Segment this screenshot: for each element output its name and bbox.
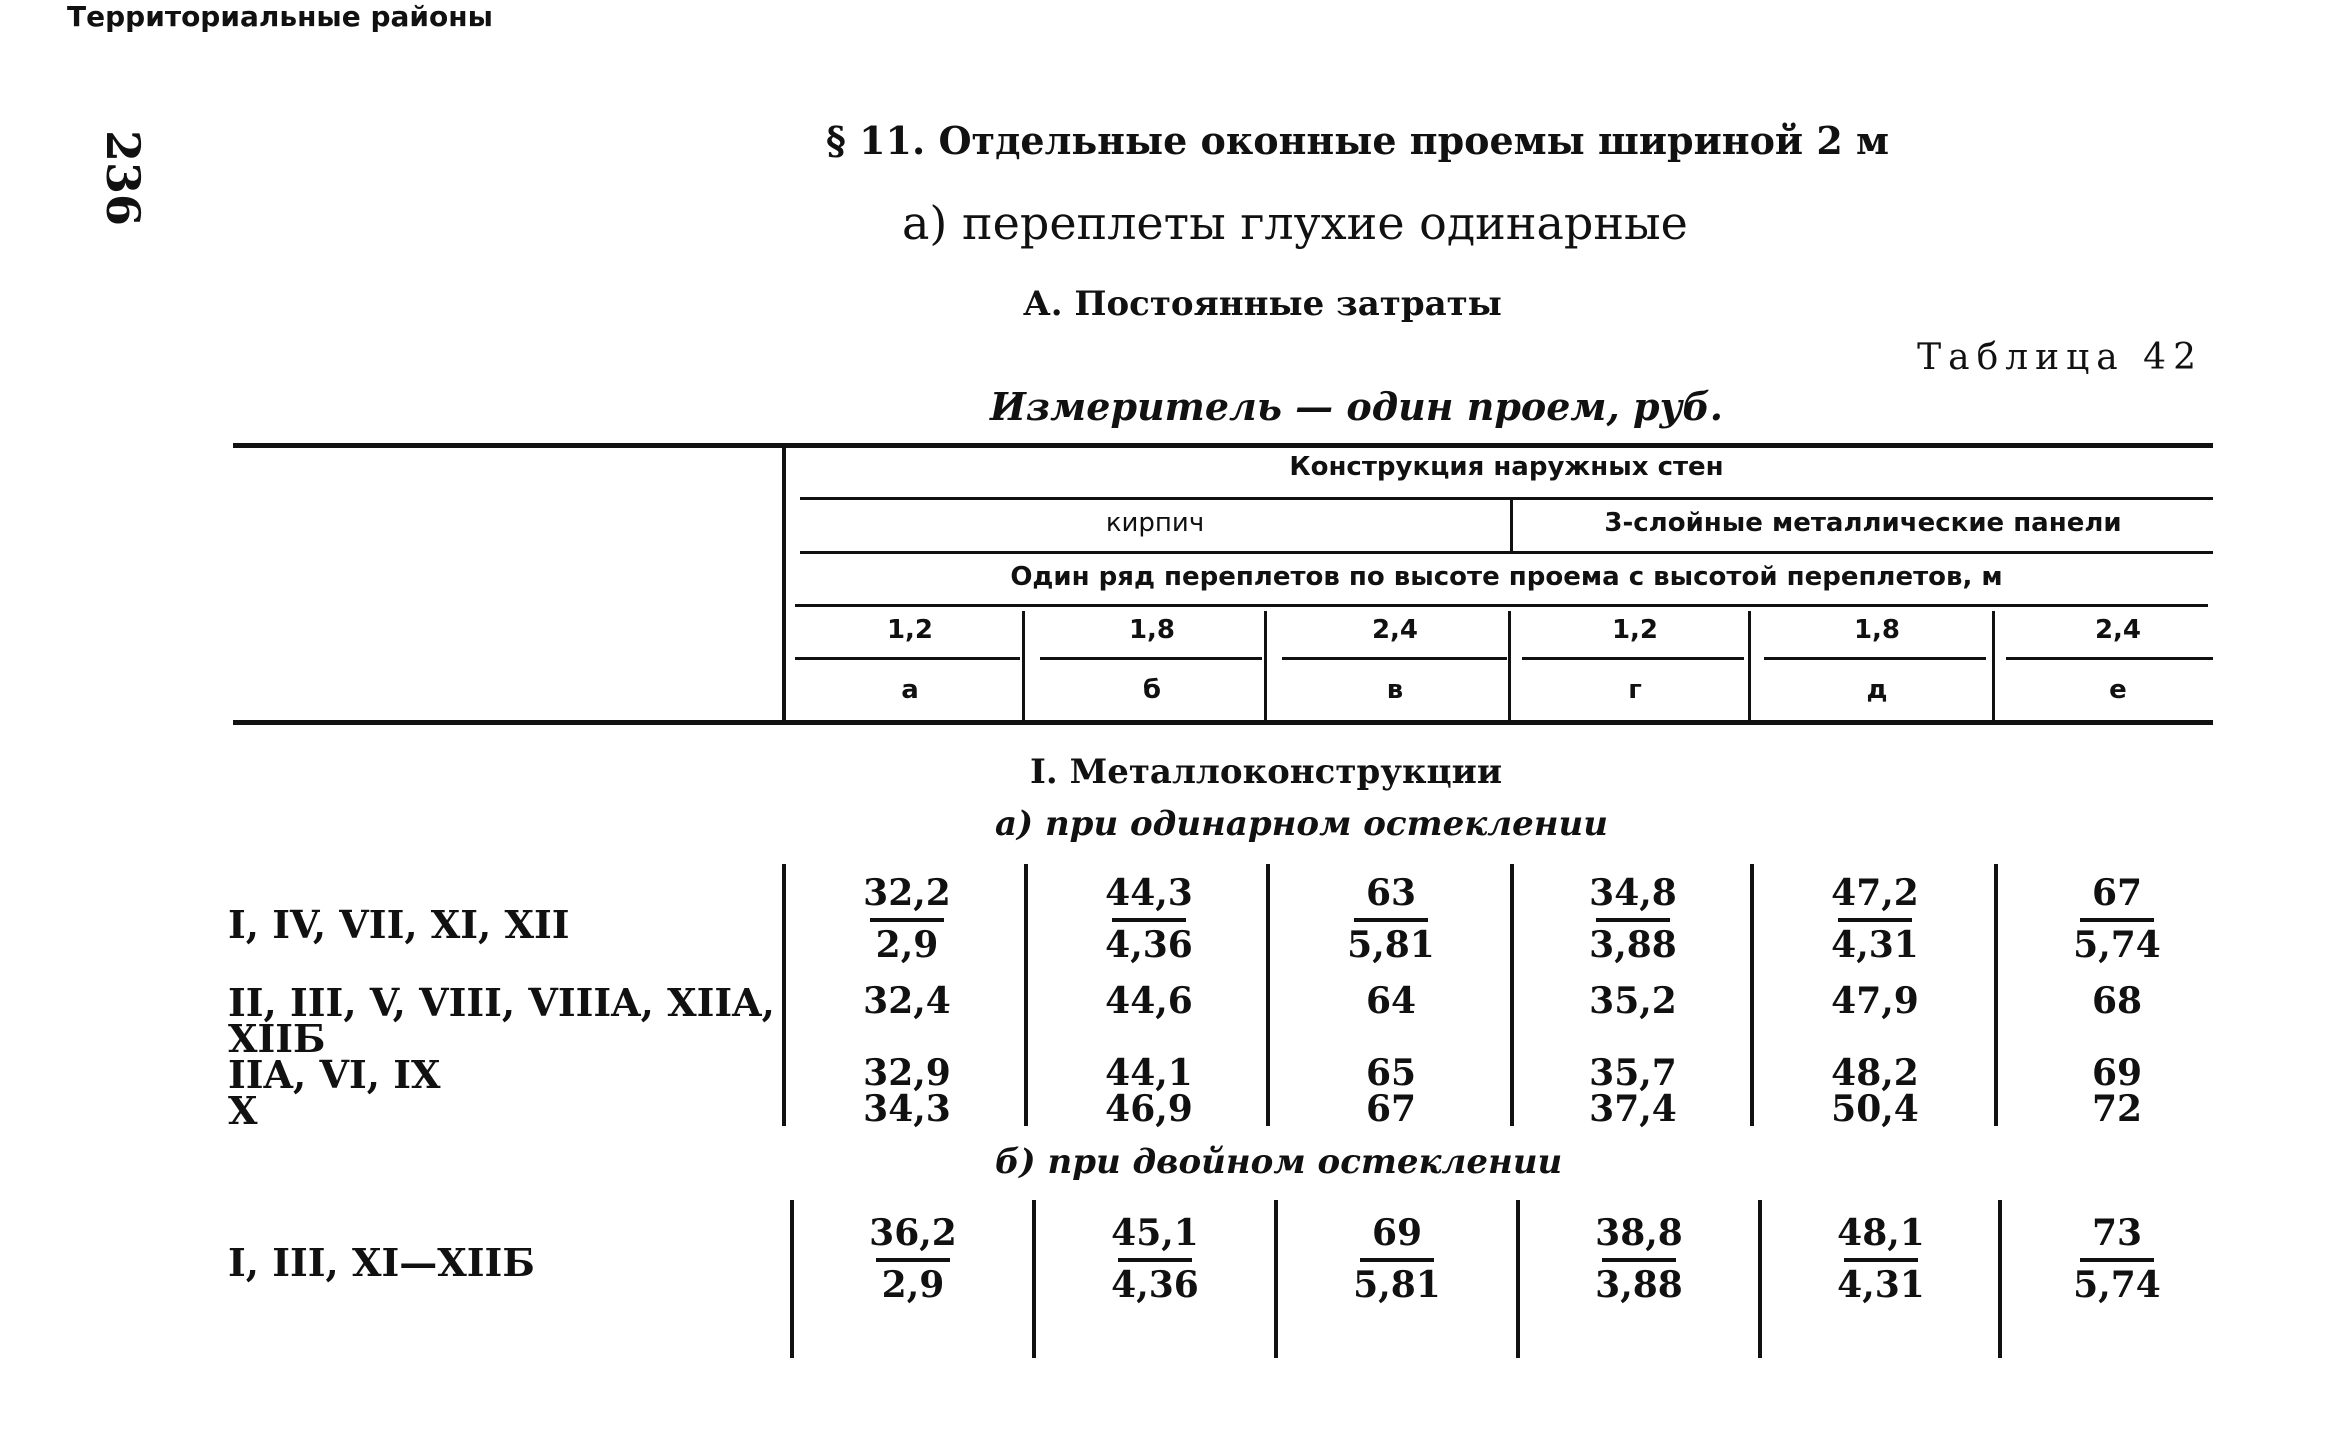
rule-under-construction xyxy=(800,497,2213,500)
unit-line: Измеритель — один проем, руб. xyxy=(990,384,1723,429)
value-cell: 35,2 xyxy=(1589,980,1677,1022)
region-label: XIIБ xyxy=(228,1016,326,1061)
column-letter: б xyxy=(1142,675,1162,705)
fraction-cell xyxy=(1311,872,1471,970)
rule-under-note xyxy=(795,604,2208,607)
numerator: 47,2 xyxy=(1831,872,1919,914)
value-cell: 37,4 xyxy=(1589,1088,1677,1130)
numerator: 32,2 xyxy=(863,872,951,914)
numerator: 44,3 xyxy=(1105,872,1193,914)
value-cell: 50,4 xyxy=(1831,1088,1919,1130)
header-regions: Территориальные районы xyxy=(67,0,493,33)
fraction-bar xyxy=(2080,1258,2154,1262)
region-label: I, III, XI—XIIБ xyxy=(228,1240,535,1285)
height-underline xyxy=(2006,657,2213,660)
value-cell: 69 xyxy=(2091,1052,2143,1094)
column-divider xyxy=(1748,611,1751,720)
fraction-cell xyxy=(1795,872,1955,970)
section-title-metal: I. Металлоконструкции xyxy=(1030,752,1503,792)
fraction-cell xyxy=(1069,872,1229,970)
value-cell: 65 xyxy=(1365,1052,1417,1094)
height-underline xyxy=(1282,657,1507,660)
numerator: 69 xyxy=(1371,1212,1423,1254)
value-cell: 34,3 xyxy=(863,1088,951,1130)
height-underline xyxy=(1522,657,1744,660)
region-label: IIA, VI, IX xyxy=(228,1052,441,1097)
numerator: 45,1 xyxy=(1111,1212,1199,1254)
denominator: 3,88 xyxy=(1589,924,1677,966)
denominator: 5,74 xyxy=(2073,924,2161,966)
table-label: Таблица 42 xyxy=(1917,337,2203,378)
column-divider xyxy=(1992,611,1995,720)
height-underline xyxy=(1040,657,1262,660)
fraction-cell xyxy=(1075,1212,1235,1310)
value-cell: 64 xyxy=(1365,980,1417,1022)
column-divider xyxy=(1022,611,1025,720)
numerator: 36,2 xyxy=(869,1212,957,1254)
body-divider xyxy=(1758,1200,1762,1358)
value-cell: 32,9 xyxy=(863,1052,951,1094)
section-title: § 11. Отдельные оконные проемы шириной 2 м xyxy=(826,118,1890,163)
fraction-bar xyxy=(1844,1258,1918,1262)
column-letter: а xyxy=(901,675,919,705)
denominator: 2,9 xyxy=(875,924,939,966)
fraction-cell xyxy=(2037,872,2197,970)
header-row-note: Один ряд переплетов по высоте проема с высотой переплетов, м xyxy=(1010,562,2003,592)
costs-title: А. Постоянные затраты xyxy=(1023,284,1502,324)
body-divider xyxy=(1516,1200,1520,1358)
body-divider xyxy=(1032,1200,1036,1358)
numerator: 48,1 xyxy=(1837,1212,1925,1254)
header-construction: Конструкция наружных стен xyxy=(1289,452,1724,482)
fraction-bar xyxy=(2080,918,2154,922)
page-number: 236 xyxy=(96,130,150,227)
denominator: 5,81 xyxy=(1347,924,1435,966)
numerator: 34,8 xyxy=(1589,872,1677,914)
height-2-4: 2,4 xyxy=(2094,615,2142,645)
fraction-cell xyxy=(1317,1212,1477,1310)
denominator: 3,88 xyxy=(1595,1264,1683,1306)
body-divider xyxy=(1274,1200,1278,1358)
value-cell: 68 xyxy=(2091,980,2143,1022)
fraction-bar xyxy=(1354,918,1428,922)
fraction-bar xyxy=(1602,1258,1676,1262)
denominator: 5,81 xyxy=(1353,1264,1441,1306)
body-divider xyxy=(1998,1200,2002,1358)
denominator: 4,31 xyxy=(1837,1264,1925,1306)
body-divider xyxy=(1994,864,1998,1126)
header-brick: кирпич xyxy=(1105,508,1205,538)
value-cell: 46,9 xyxy=(1105,1088,1193,1130)
table-header-bottom-rule xyxy=(233,720,2213,725)
denominator: 2,9 xyxy=(881,1264,945,1306)
height-underline xyxy=(795,657,1020,660)
column-letter: е xyxy=(2109,675,2127,705)
denominator: 5,74 xyxy=(2073,1264,2161,1306)
numerator: 63 xyxy=(1365,872,1417,914)
height-1-2: 1,2 xyxy=(886,615,934,645)
region-label: II, III, V, VIII, VIIIA, XIIA, xyxy=(228,980,775,1025)
table-top-rule xyxy=(233,443,2213,448)
fraction-bar xyxy=(870,918,944,922)
body-divider xyxy=(782,864,786,1126)
header-panels: 3-слойные металлические панели xyxy=(1604,508,2122,538)
height-1-8: 1,8 xyxy=(1853,615,1901,645)
fraction-cell xyxy=(1801,1212,1961,1310)
fraction-bar xyxy=(1112,918,1186,922)
subtitle: а) переплеты глухие одинарные xyxy=(902,196,1688,250)
fraction-cell xyxy=(2037,1212,2197,1310)
fraction-bar xyxy=(876,1258,950,1262)
denominator: 4,31 xyxy=(1831,924,1919,966)
column-letter: в xyxy=(1386,675,1404,705)
body-divider xyxy=(1750,864,1754,1126)
fraction-cell xyxy=(833,1212,993,1310)
fraction-cell xyxy=(1559,1212,1719,1310)
body-divider xyxy=(790,1200,794,1358)
value-cell: 44,1 xyxy=(1105,1052,1193,1094)
group-b-title: б) при двойном остеклении xyxy=(995,1142,1563,1182)
fraction-cell xyxy=(1553,872,1713,970)
value-cell: 32,4 xyxy=(863,980,951,1022)
value-cell: 67 xyxy=(1365,1088,1417,1130)
value-cell: 47,9 xyxy=(1831,980,1919,1022)
fraction-cell xyxy=(827,872,987,970)
height-2-4: 2,4 xyxy=(1371,615,1419,645)
height-underline xyxy=(1764,657,1986,660)
numerator: 73 xyxy=(2091,1212,2143,1254)
numerator: 67 xyxy=(2091,872,2143,914)
value-cell: 44,6 xyxy=(1105,980,1193,1022)
fraction-bar xyxy=(1360,1258,1434,1262)
numerator: 38,8 xyxy=(1595,1212,1683,1254)
denominator: 4,36 xyxy=(1111,1264,1199,1306)
body-divider xyxy=(1266,864,1270,1126)
value-cell: 72 xyxy=(2091,1088,2143,1130)
region-label: I, IV, VII, XI, XII xyxy=(228,902,570,947)
body-divider xyxy=(1510,864,1514,1126)
column-divider xyxy=(1264,611,1267,720)
fraction-bar xyxy=(1838,918,1912,922)
rule-under-materials xyxy=(800,551,2213,554)
denominator: 4,36 xyxy=(1105,924,1193,966)
value-cell: 48,2 xyxy=(1831,1052,1919,1094)
region-label: X xyxy=(228,1088,258,1133)
fraction-bar xyxy=(1118,1258,1192,1262)
height-1-8: 1,8 xyxy=(1128,615,1176,645)
group-a-title: а) при одинарном остеклении xyxy=(995,804,1608,844)
fraction-bar xyxy=(1596,918,1670,922)
height-1-2: 1,2 xyxy=(1611,615,1659,645)
header-divider-regions xyxy=(782,448,786,720)
body-divider xyxy=(1024,864,1028,1126)
column-letter: г xyxy=(1628,675,1642,705)
column-letter: д xyxy=(1866,675,1888,705)
column-divider xyxy=(1508,611,1511,720)
value-cell: 35,7 xyxy=(1589,1052,1677,1094)
